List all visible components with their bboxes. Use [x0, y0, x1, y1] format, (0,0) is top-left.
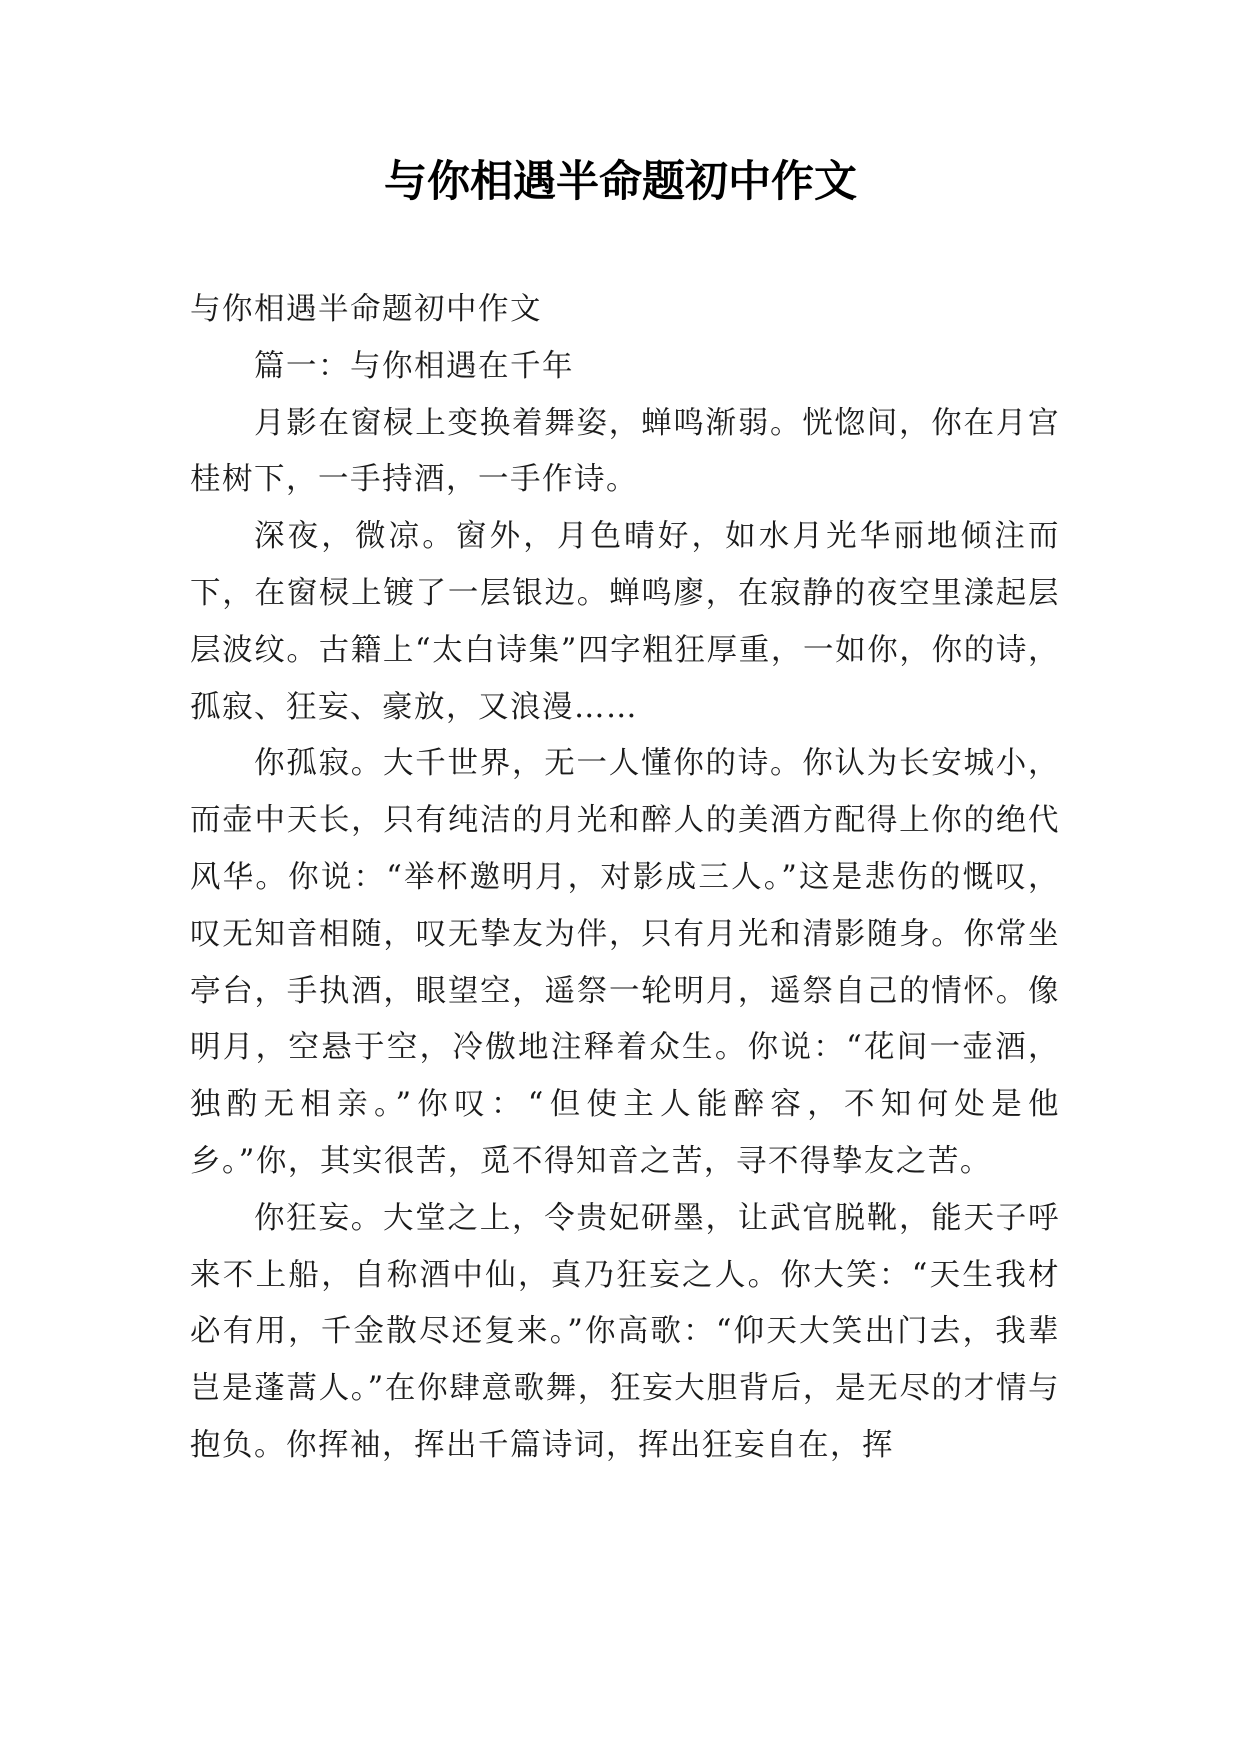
paragraph: 月影在窗棂上变换着舞姿，蝉鸣渐弱。恍惚间，你在月宫桂树下，一手持酒，一手作诗。 [190, 405, 1060, 498]
paragraph: 深夜，微凉。窗外，月色晴好，如水月光华丽地倾注而下，在窗棂上镀了一层银边。蝉鸣廖，在寂静的夜空里漾起层层波纹。古籍上“太白诗集”四字粗狂厚重，一如你，你的诗，孤寂、狂妄、豪放，又浪漫…… [190, 519, 1060, 725]
paragraph: 你狂妄。大堂之上，令贵妃研墨，让武官脱靴，能天子呼来不上船，自称酒中仙，真乃狂妄之人。你大笑：“天生我材必有用，千金散尽还复来。”你高歌：“仰天大笑出门去，我辈岂是蓬蒿人。”在你肆意歌舞，狂妄大胆背后，是无尽的才情与抱负。你挥袖，挥出千篇诗词，挥出狂妄自在，挥 [190, 1200, 1060, 1463]
paragraph-section-title: 篇一：与你相遇在千年 [254, 348, 574, 384]
document-title: 与你相遇半命题初中作文 [384, 157, 857, 207]
document-body [190, 282, 1060, 1475]
paragraph-heading: 与你相遇半命题初中作文 [190, 292, 542, 327]
paragraph: 你孤寂。大千世界，无一人懂你的诗。你认为长安城小，而壶中天长，只有纯洁的月光和醉人的美酒方配得上你的绝代风华。你说：“举杯邀明月，对影成三人。”这是悲伤的慨叹，叹无知音相随，叹无挚友为伴，只有月光和清影随身。你常坐亭台，手执酒，眼望空，遥祭一轮明月，遥祭自己的情怀。像明月，空悬于空，冷傲地注释着众生。你说：“花间一壶酒，独酌无相亲。”你叹：“但使主人能醉容，不知何处是他乡。”你，其实很苦，觅不得知音之苦，寻不得挚友之苦。 [190, 746, 1060, 1179]
